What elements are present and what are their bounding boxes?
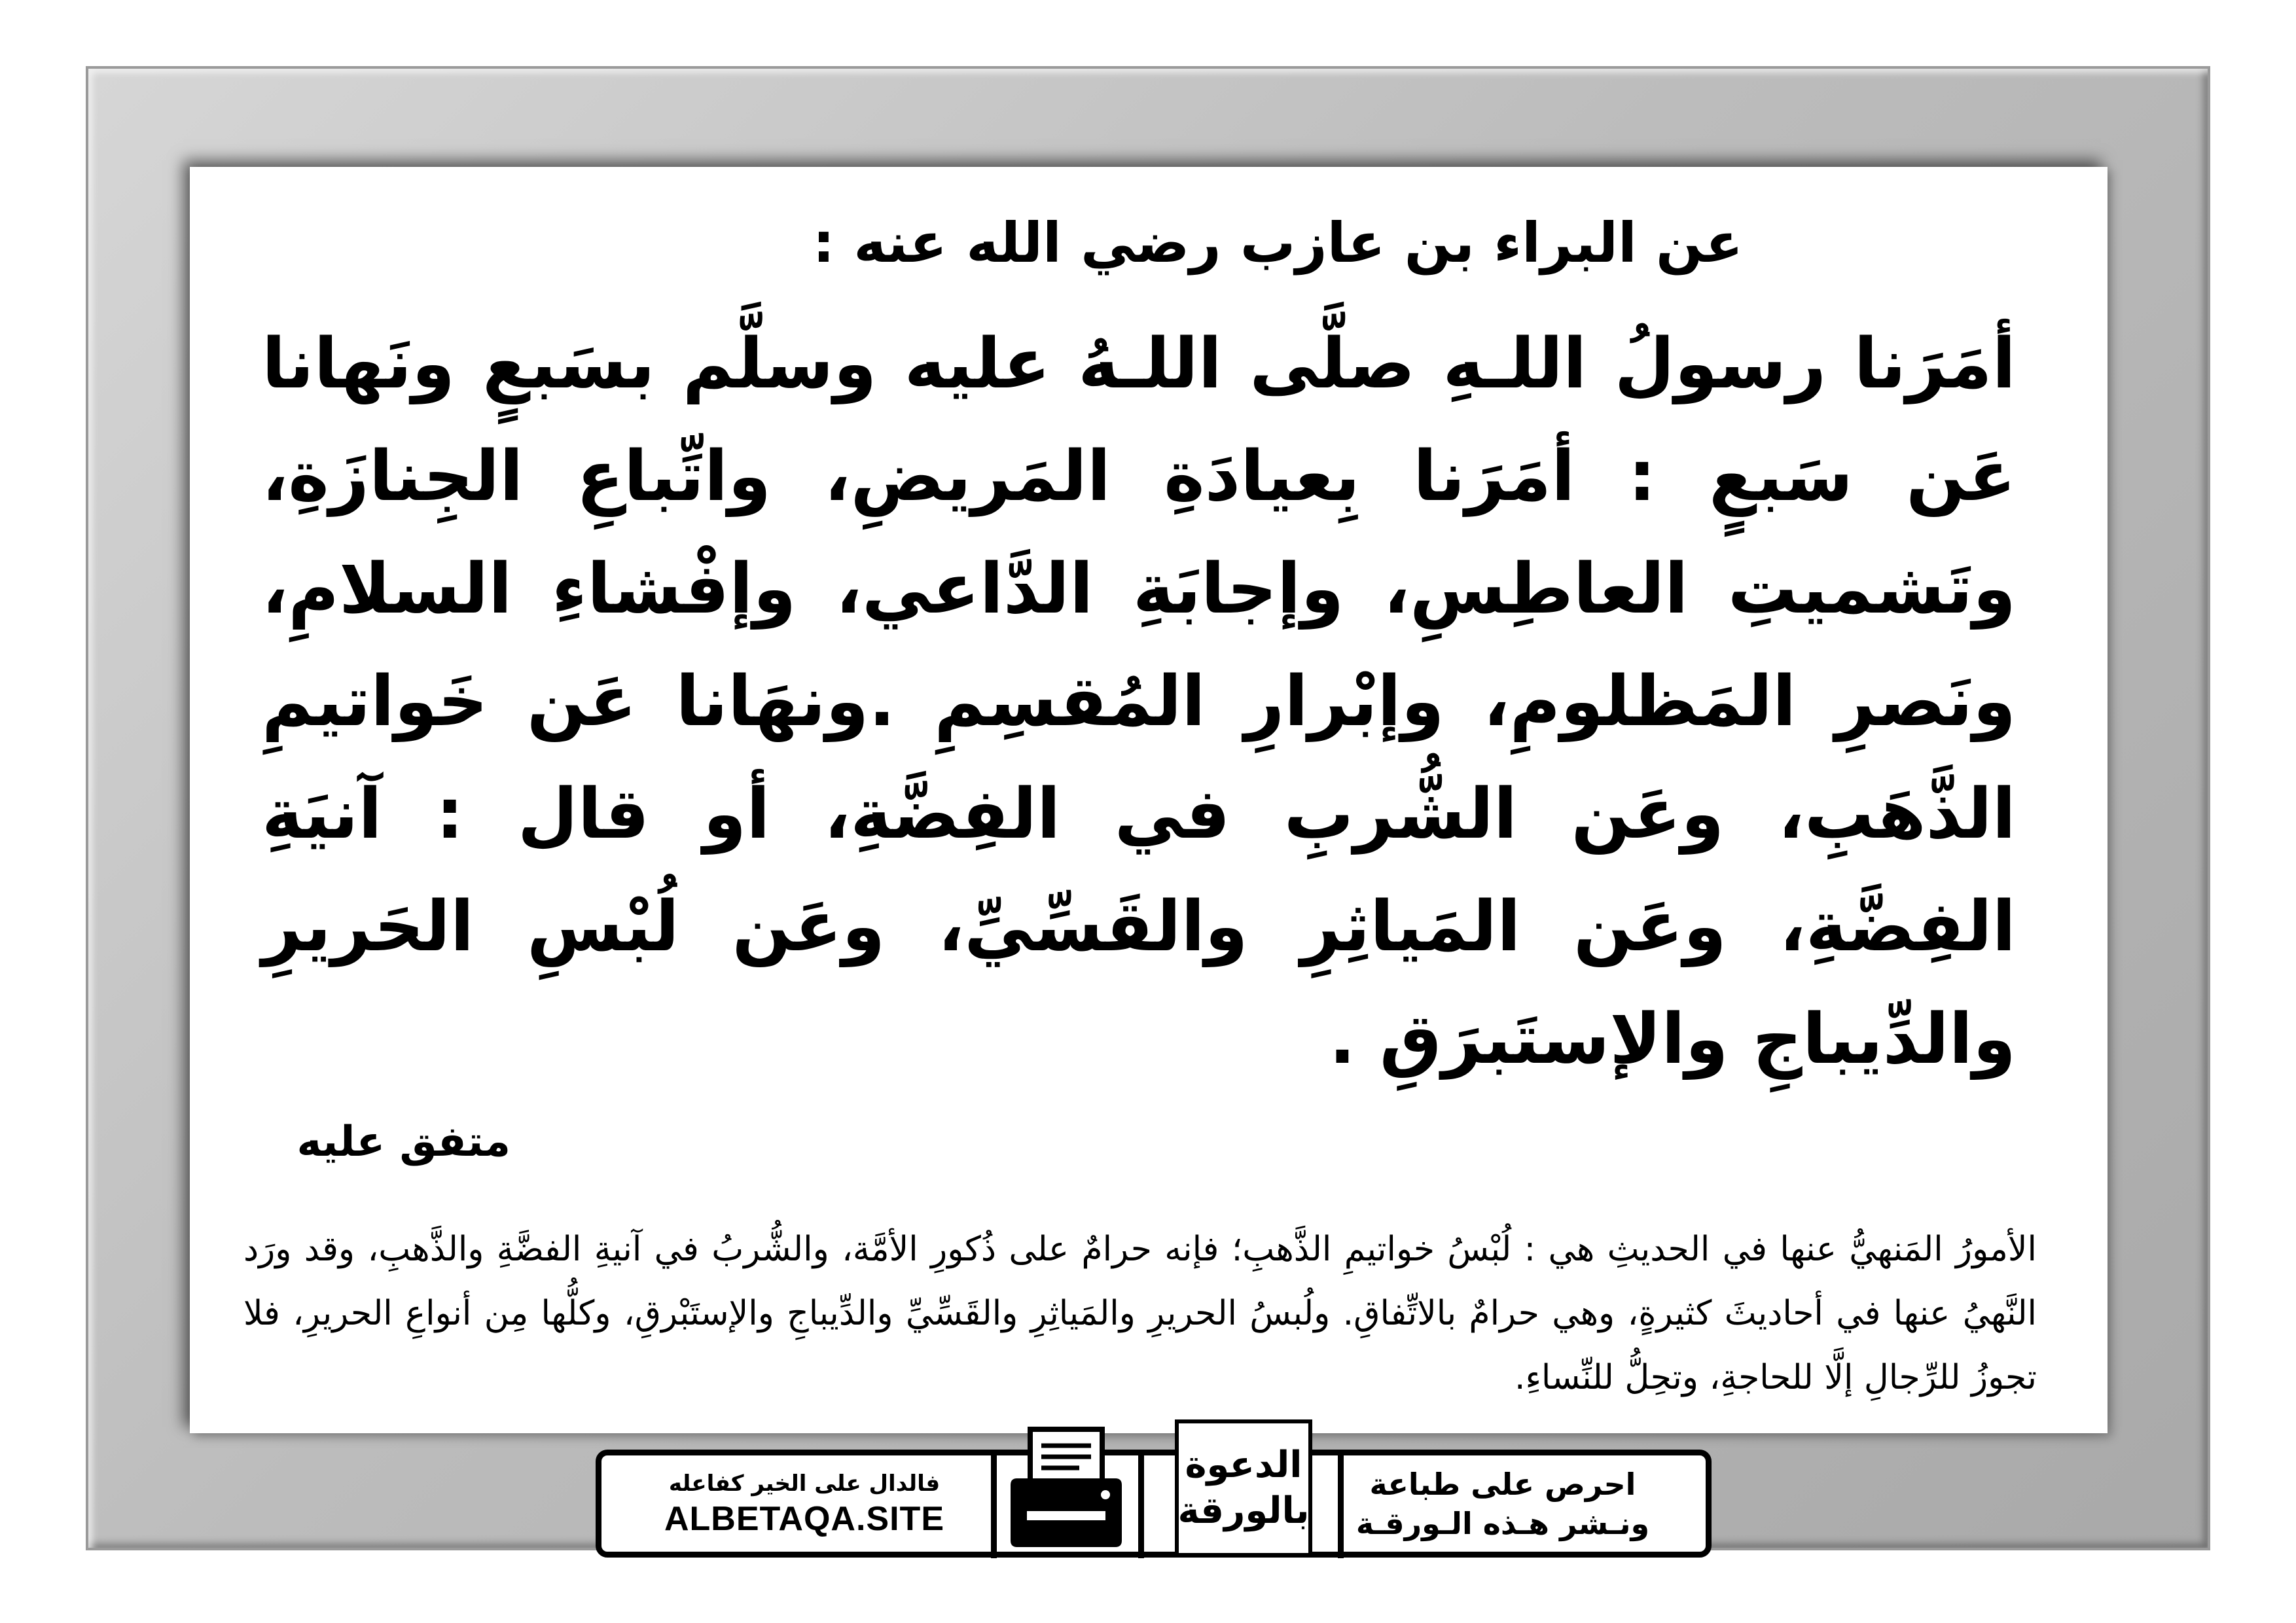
footer-site-block (621, 1455, 988, 1552)
hadith-text: أمَرَنا رسولُ اللـهِ صلَّى اللـهُ عليه وسلَّم بسَبعٍ ونَهانا عَن سَبعٍ : أمَرَنا بِعيادَةِ المَريضِ، واتِّباعِ الجِنازَةِ، وتَشميتِ العاطِسِ، وإجابَةِ الدَّاعي، وإفْشاءِ السلامِ، ونَصرِ المَظلومِ، وإبْرارِ المُقسِمِ .ونهَانا عَن خَواتيمِ الذَّهَبِ، وعَن الشُّربِ في الفِضَّةِ، أو قال : آنيَةِ الفِضَّةِ، وعَن المَياثِرِ والقَسِّيِّ، وعَن لُبْسِ الحَريرِ والدِّيباجِ والإستَبرَقِ . (262, 323, 2016, 1079)
logo-text: الدعوة بالورقة (1177, 1444, 1310, 1532)
footer-bar (596, 1444, 1712, 1558)
dawa-logo (1175, 1419, 1312, 1557)
footer-divider (1138, 1450, 1144, 1558)
printer-icon (1001, 1423, 1132, 1554)
hadith-source: متفق عليه (296, 1118, 511, 1166)
footer-print-block (1319, 1455, 1686, 1552)
narrator-heading: عن البراء بن عازب رضي الله عنه : (812, 211, 1743, 275)
footer-site-url[interactable]: ALBETAQA.SITE (664, 1499, 945, 1538)
footer-print-line1: احرص على طباعة (1369, 1466, 1636, 1502)
commentary-text: الأمورُ المَنهيُّ عنها في الحديثِ هي : لُبْسُ خواتيمِ الذَّهبِ؛ فإنه حرامٌ على ذُكورِ الأمَّة، والشُّربُ في آنيةِ الفضَّةِ والذَّهبِ، وقد ورَد النَّهيُ عنها في أحاديثَ كثيرةٍ، وهي حرامٌ بالاتِّفاقِ. ولُبسُ الحريرِ والمَياثِرِ والقَسِّيِّ والدِّيباجِ والإستَبْرقِ، وكلُّها مِن أنواعِ الحريرِ، فلا تجوزُ للرِّجالِ إلَّا للحاجةِ، وتحِلُّ للنِّساءِ. (243, 1230, 2037, 1397)
footer-slogan: فالدال على الخير كفاعله (668, 1470, 941, 1497)
footer-print-line2: ونـشر هـذه الـورقـة (1355, 1505, 1650, 1541)
footer-divider (991, 1450, 997, 1558)
